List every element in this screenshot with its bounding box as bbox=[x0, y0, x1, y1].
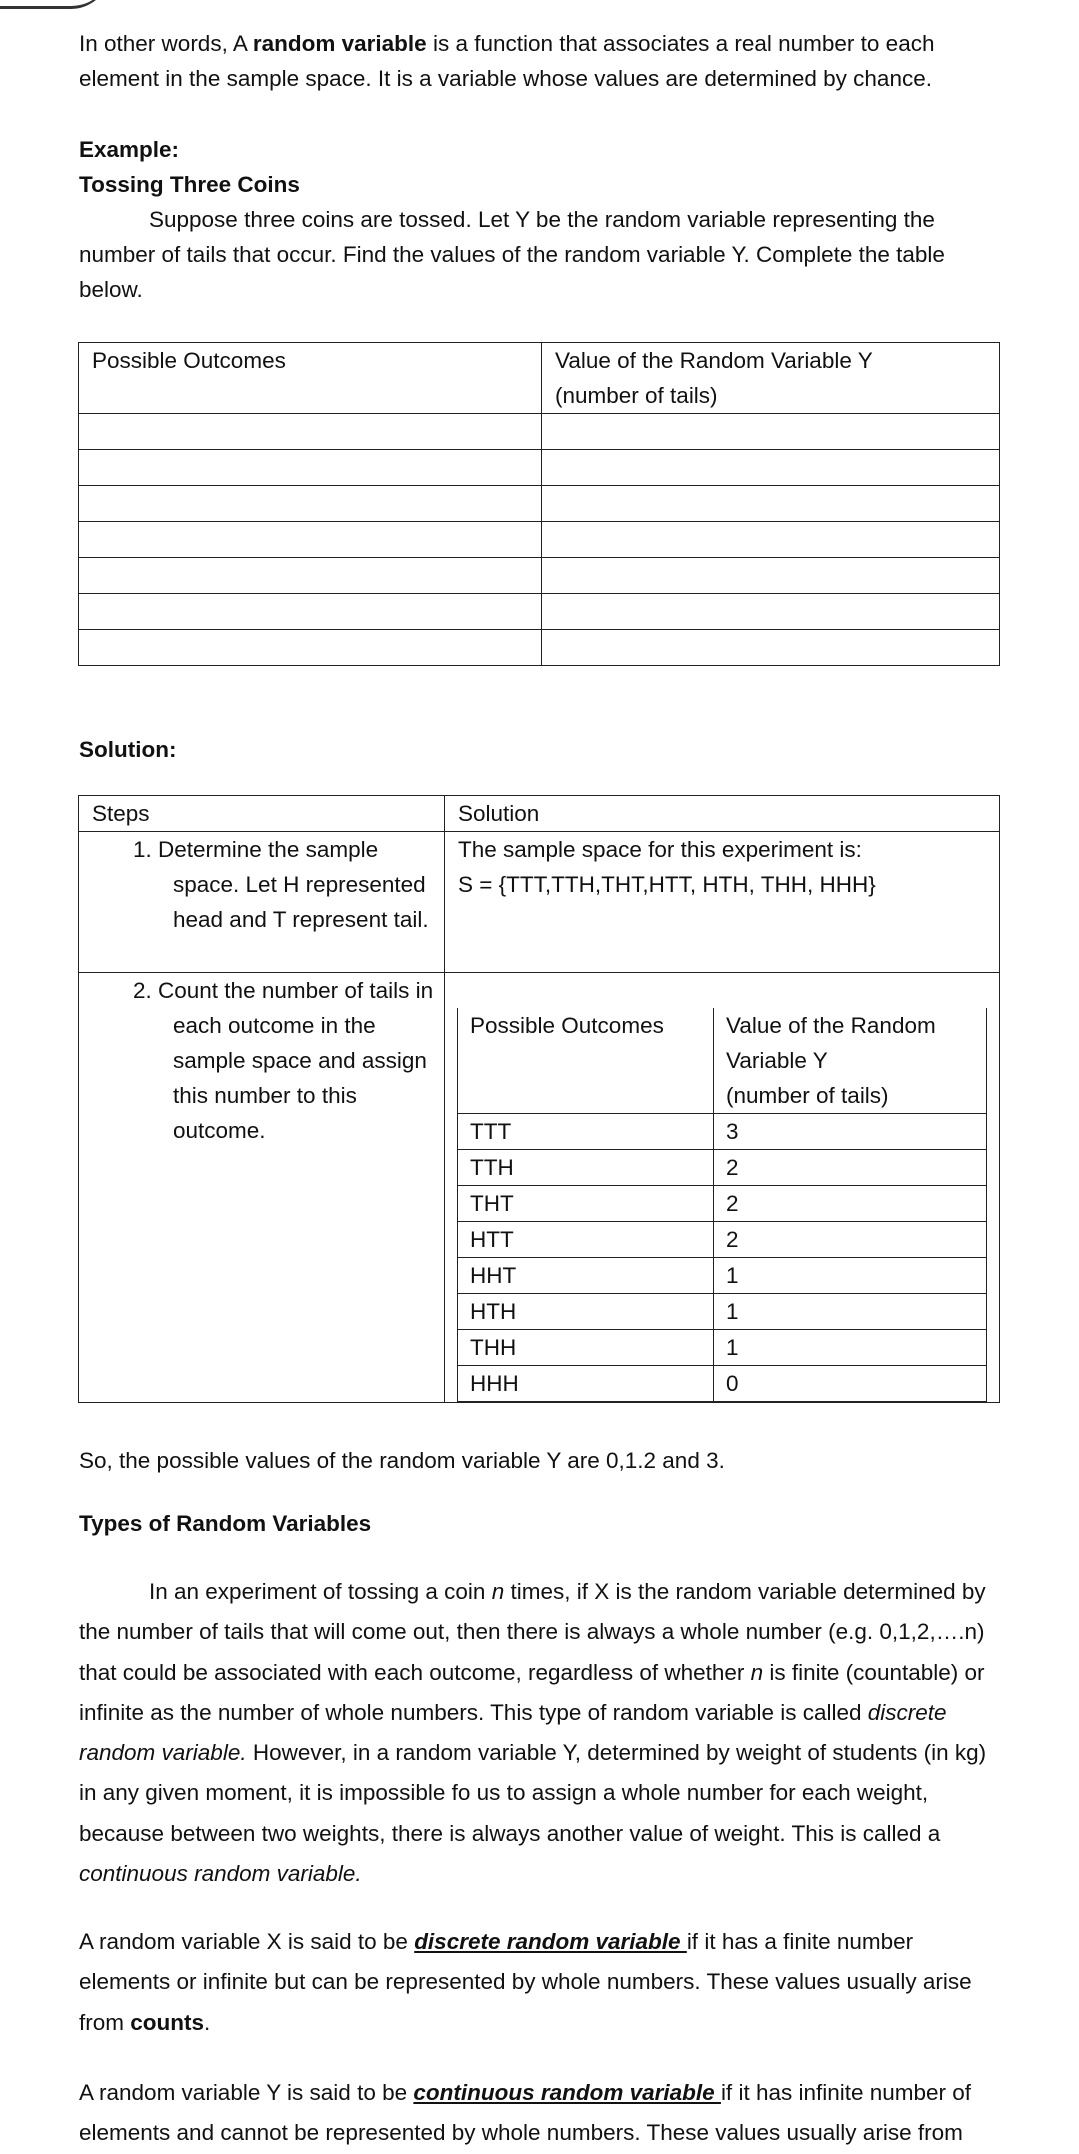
outcomes-values-table bbox=[457, 1008, 987, 1402]
value-cell: 1 bbox=[714, 1294, 987, 1330]
value-cell: 3 bbox=[714, 1114, 987, 1150]
table-row bbox=[458, 1366, 987, 1402]
outcome-cell: THH bbox=[458, 1330, 714, 1366]
table-row bbox=[79, 522, 1000, 558]
example-title: Tossing Three Coins bbox=[79, 172, 300, 197]
solution-label: Solution: bbox=[79, 737, 177, 762]
example-text: Suppose three coins are tossed. Let Y be the random variable representing the number of tails that occur. Find the values of the random variable Y. Complete the table below. bbox=[79, 207, 945, 302]
table-row bbox=[458, 1114, 987, 1150]
types-heading: Types of Random Variables bbox=[79, 1511, 372, 1536]
value-cell: 2 bbox=[714, 1186, 987, 1222]
step-2: 2. Count the number of tails in each outcome in the sample space and assign this number to this outcome. bbox=[79, 973, 445, 1403]
blank-outcomes-table bbox=[78, 342, 1000, 666]
outcome-cell: TTH bbox=[458, 1150, 714, 1186]
table-row bbox=[458, 1330, 987, 1366]
solution-header-solution: Solution bbox=[445, 796, 1000, 832]
intro-paragraph: In other words, A random variable is a function that associates a real number to each element in the sample space. It is a variable whose values are determined by chance. bbox=[79, 31, 935, 91]
outcome-cell: HHT bbox=[458, 1258, 714, 1294]
solution-header-steps: Steps bbox=[79, 796, 445, 832]
page-curl-decoration bbox=[0, 0, 110, 9]
value-cell: 0 bbox=[714, 1366, 987, 1402]
conclusion-text: So, the possible values of the random variable Y are 0,1.2 and 3. bbox=[79, 1448, 725, 1473]
table-row bbox=[79, 414, 1000, 450]
step-1-answer: The sample space for this experiment is: S = {TTT,TTH,THT,HTT, HTH, THH, HHH} bbox=[445, 832, 1000, 973]
outcome-cell: HHH bbox=[458, 1366, 714, 1402]
solution-table bbox=[78, 795, 1000, 1403]
step-2-answer bbox=[445, 973, 1000, 1403]
table-row bbox=[79, 558, 1000, 594]
value-cell: 1 bbox=[714, 1258, 987, 1294]
outcome-cell: HTH bbox=[458, 1294, 714, 1330]
value-cell: 2 bbox=[714, 1150, 987, 1186]
table-row bbox=[79, 594, 1000, 630]
table-row bbox=[79, 486, 1000, 522]
table-row bbox=[458, 1222, 987, 1258]
table-row bbox=[458, 1258, 987, 1294]
example-label: Example: bbox=[79, 137, 180, 162]
step-1: 1. Determine the sample space. Let H represented head and T represent tail. bbox=[79, 832, 445, 973]
continuous-definition: A random variable Y is said to be continuous random variable if it has infinite number of elements and cannot be represented by whole numbers. These values usually arise from bbox=[79, 2080, 972, 2146]
types-paragraph: In an experiment of tossing a coin n times, if X is the random variable determined by the number of tails that will come out, then there is always a whole number (e.g. 0,1,2,….n) that could be associated with each outcome, regardless of whether n is finite (countable) or infinite as the number of whole numbers. This type of random variable is called discrete random variable. However, in a random variable Y, determined by weight of students (in kg) in any given moment, it is impossible fo us to assign a whole number for each weight, because between two weights, there is always another value of weight. This is called a continuous random variable. bbox=[79, 1579, 987, 1887]
blank-table-header-value: Value of the Random Variable Y (number of tails) bbox=[542, 343, 1000, 414]
inner-header-value: Value of the Random Variable Y (number of tails) bbox=[714, 1008, 987, 1114]
table-row bbox=[458, 1294, 987, 1330]
discrete-definition: A random variable X is said to be discrete random variable if it has a finite number elements or infinite but can be represented by whole numbers. These values usually arise from counts. bbox=[79, 1929, 972, 2035]
value-cell: 2 bbox=[714, 1222, 987, 1258]
table-row bbox=[79, 630, 1000, 666]
outcome-cell: HTT bbox=[458, 1222, 714, 1258]
outcome-cell: THT bbox=[458, 1186, 714, 1222]
blank-table-header-outcomes: Possible Outcomes bbox=[79, 343, 542, 414]
outcome-cell: TTT bbox=[458, 1114, 714, 1150]
value-cell: 1 bbox=[714, 1330, 987, 1366]
table-row bbox=[79, 450, 1000, 486]
table-row bbox=[458, 1150, 987, 1186]
inner-header-outcomes: Possible Outcomes bbox=[458, 1008, 714, 1114]
table-row bbox=[458, 1186, 987, 1222]
